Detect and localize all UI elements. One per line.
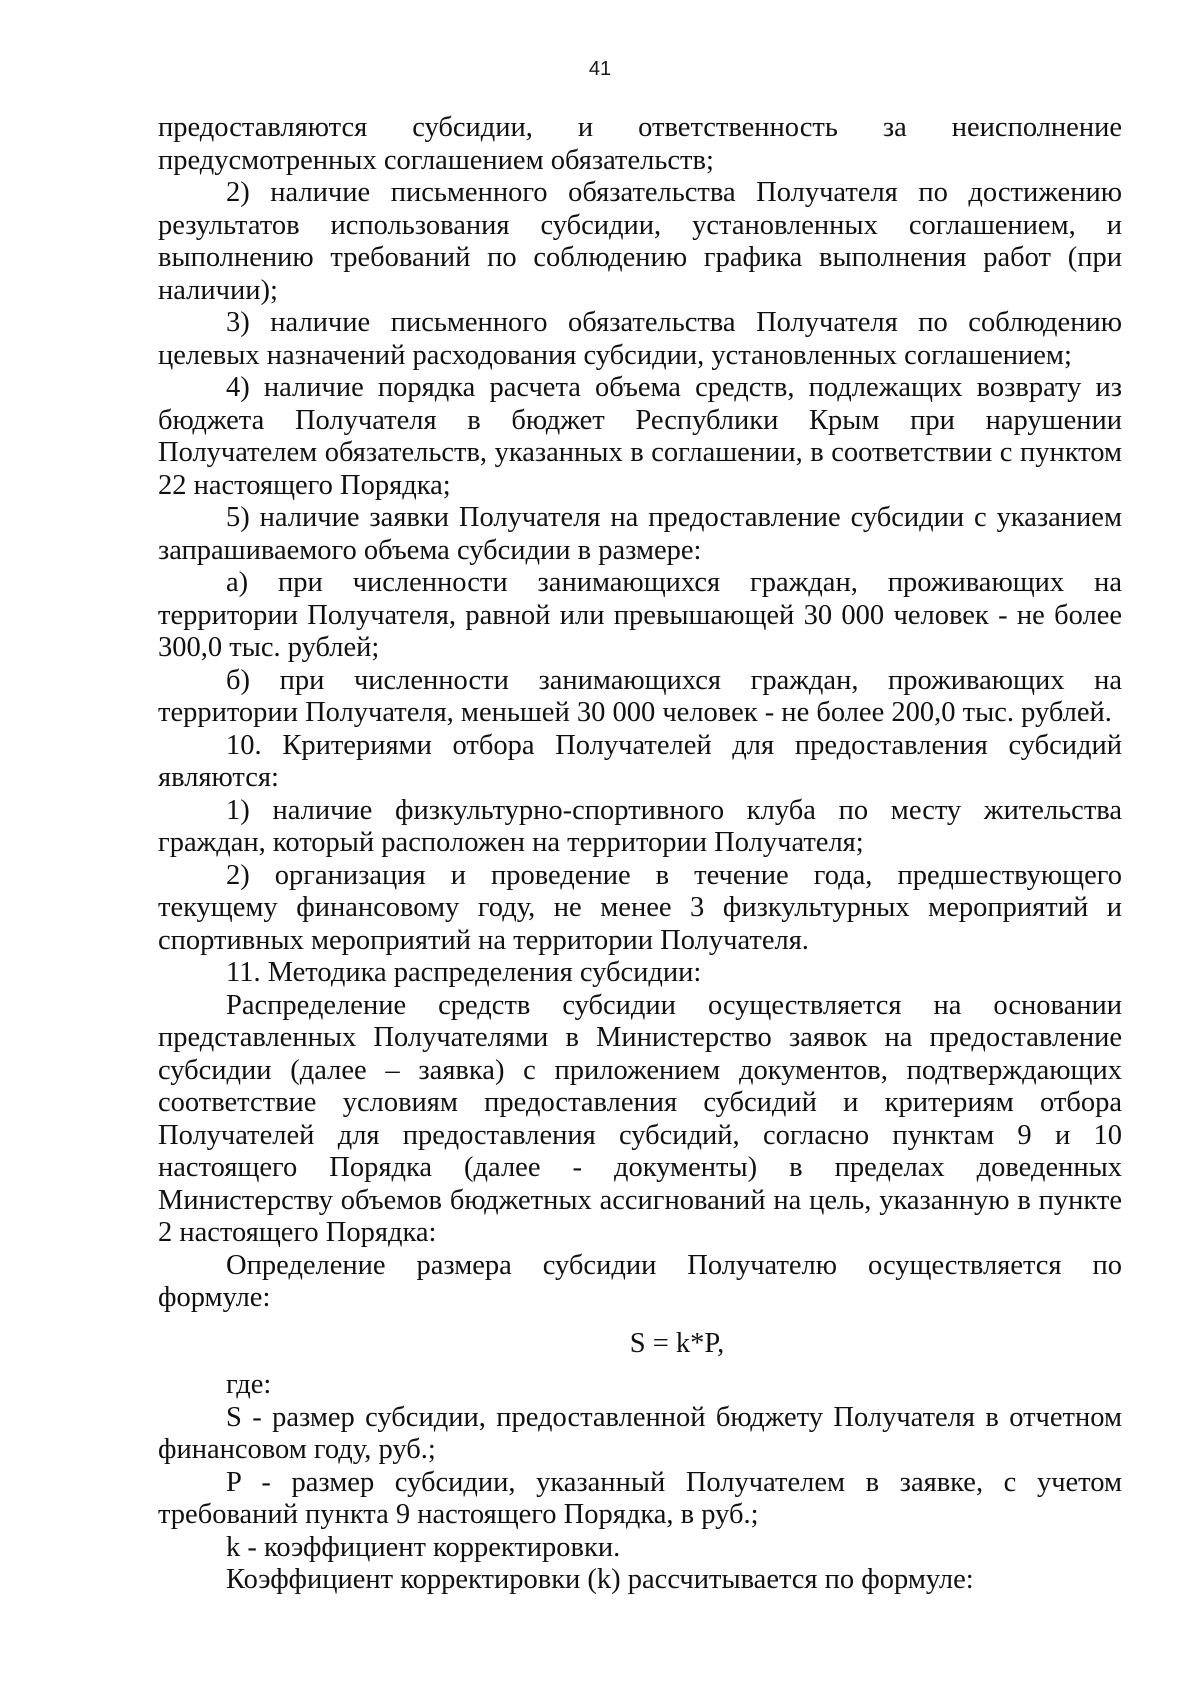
definition-s: S - размер субсидии, предоставленной бюджету Получателя в отчетном финансовом году, руб.; <box>158 1401 1122 1465</box>
paragraph-section-11: 11. Методика распределения субсидии: <box>226 957 702 988</box>
paragraph-section-10: 10. Критериями отбора Получателей для предоставления субсидий являются: <box>158 729 1122 793</box>
definition-k: k - коэффициент корректировки. <box>226 1531 621 1563</box>
definitions-where: где: <box>226 1369 272 1400</box>
paragraph-formula-intro: Определение размера субсидии Получателю осуществляется по формуле: <box>158 1249 1122 1313</box>
formula: S = k*P, <box>629 1327 725 1359</box>
paragraph-continuation: предоставляются субсидии, и ответственность за неисполнение предусмотренных соглашением обязательств; <box>158 112 1122 176</box>
definition-p: P - размер субсидии, указанный Получателем в заявке, с учетом требований пункта 9 настоящего Порядка, в руб.; <box>158 1466 1122 1530</box>
document-body <box>158 112 1122 1597</box>
paragraph-item-5: 5) наличие заявки Получателя на предоставление субсидии с указанием запрашиваемого объема субсидии в размере: <box>158 502 1122 566</box>
paragraph-criterion-2: 2) организация и проведение в течение года, предшествующего текущему финансовому году, не менее 3 физкультурных мероприятий и спортивных мероприятий на территории Получателя. <box>158 859 1122 956</box>
paragraph-item-2: 2) наличие письменного обязательства Получателя по достижению результатов использования субсидии, установленных соглашением, и выполнению требований по соблюдению графика выполнения работ (при наличии); <box>158 177 1122 306</box>
paragraph-subitem-a: а) при численности занимающихся граждан, проживающих на территории Получателя, равной или превышающей 30 000 человек - не более 300,0 тыс. рублей; <box>158 567 1122 663</box>
paragraph-coefficient-intro: Коэффициент корректировки (k) рассчитывается по формуле: <box>226 1564 974 1595</box>
paragraph-item-4: 4) наличие порядка расчета объема средств, подлежащих возврату из бюджета Получателя в бюджет Республики Крым при нарушении Получателем обязательств, указанных в соглашении, в соответствии с пунктом 22 настоящего Порядка; <box>158 372 1122 501</box>
paragraph-criterion-1: 1) наличие физкультурно-спортивного клуба по месту жительства граждан, который расположен на территории Получателя; <box>158 794 1122 858</box>
paragraph-distribution: Распределение средств субсидии осуществляется на основании представленных Получателями в Министерство заявок на предоставление субсидии (далее – заявка) с приложением документов, подтверждающих соответствие условиям предоставления субсидий и критериям отбора Получателей для предоставления субсидий, согласно пунктам 9 и 10 настоящего Порядка (далее - документы) в пределах доведенных Министерству объемов бюджетных ассигнований на цель, указанную в пункте 2 настоящего Порядка: <box>158 989 1122 1248</box>
page-number: 41 <box>588 58 612 80</box>
paragraph-item-3: 3) наличие письменного обязательства Получателя по соблюдению целевых назначений расходования субсидии, установленных соглашением; <box>158 307 1122 371</box>
paragraph-subitem-b: б) при численности занимающихся граждан, проживающих на территории Получателя, меньшей 30 000 человек - не более 200,0 тыс. рублей. <box>158 664 1122 728</box>
